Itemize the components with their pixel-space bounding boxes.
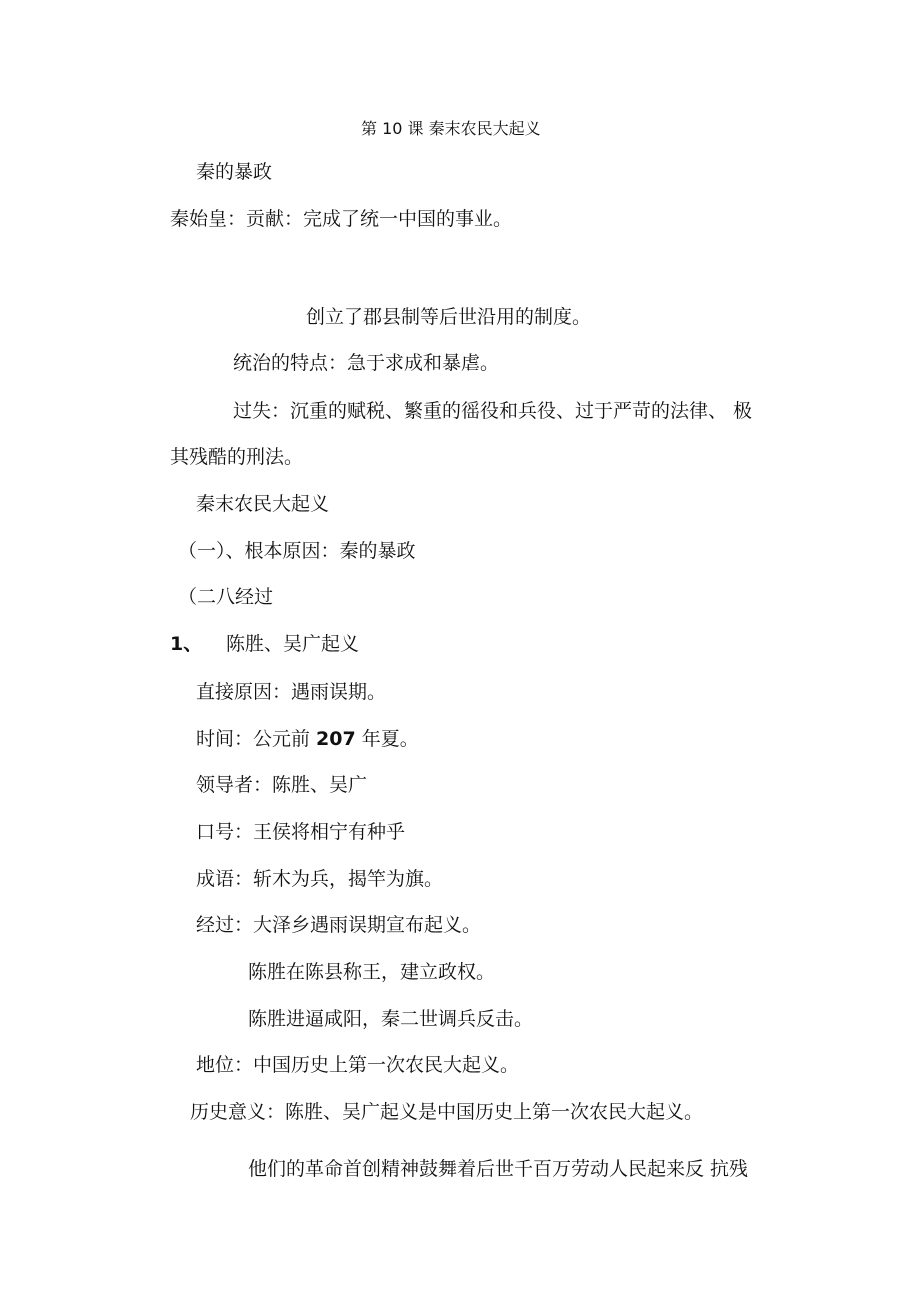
- leaders: 领导者：陈胜、吴广: [196, 774, 368, 796]
- item-heading-chensheng: 陈胜、吴广起义: [226, 633, 360, 655]
- process-1: 经过：大泽乡遇雨误期宣布起义。: [196, 914, 482, 936]
- process-3: 陈胜进逼咸阳，秦二世调兵反击。: [248, 1008, 534, 1030]
- paragraph-rule-traits: 统治的特点：急于求成和暴虐。: [233, 352, 500, 374]
- section-heading-uprising: 秦末农民大起义: [196, 493, 330, 515]
- significance-cont: 他们的革命首创精神鼓舞着后世千百万劳动人民起来反 抗残: [248, 1158, 749, 1180]
- process-2: 陈胜在陈县称王，建立政权。: [248, 961, 496, 983]
- time-suffix: 年夏。: [355, 728, 419, 750]
- time-year: 207: [316, 728, 356, 750]
- subsection-process: （二八经过: [178, 586, 274, 608]
- time-prefix: 时间：公元前: [196, 728, 317, 750]
- paragraph-faults: 过失：沉重的赋税、繁重的徭役和兵役、过于严苛的法律、 极: [233, 400, 753, 422]
- section-heading-tyranny: 秦的暴政: [196, 161, 273, 183]
- status: 地位：中国历史上第一次农民大起义。: [196, 1054, 520, 1076]
- paragraph-county-system: 创立了郡县制等后世沿用的制度。: [306, 306, 592, 328]
- page-title: 第 10 课 秦末农民大起义: [361, 119, 541, 138]
- time-line: [196, 726, 419, 752]
- slogan: 口号：王侯将相宁有种乎: [196, 821, 406, 843]
- significance: 历史意义：陈胜、吴广起义是中国历史上第一次农民大起义。: [190, 1101, 704, 1123]
- paragraph-contribution: 秦始皇：贡献：完成了统一中国的事业。: [170, 208, 513, 230]
- item-number: 1、: [170, 633, 203, 655]
- root-cause: （一）、根本原因：秦的暴政: [178, 540, 416, 562]
- direct-cause: 直接原因：遇雨误期。: [196, 681, 387, 703]
- idiom: 成语：斩木为兵，揭竿为旗。: [196, 868, 444, 890]
- paragraph-faults-cont: 其残酷的刑法。: [170, 446, 304, 468]
